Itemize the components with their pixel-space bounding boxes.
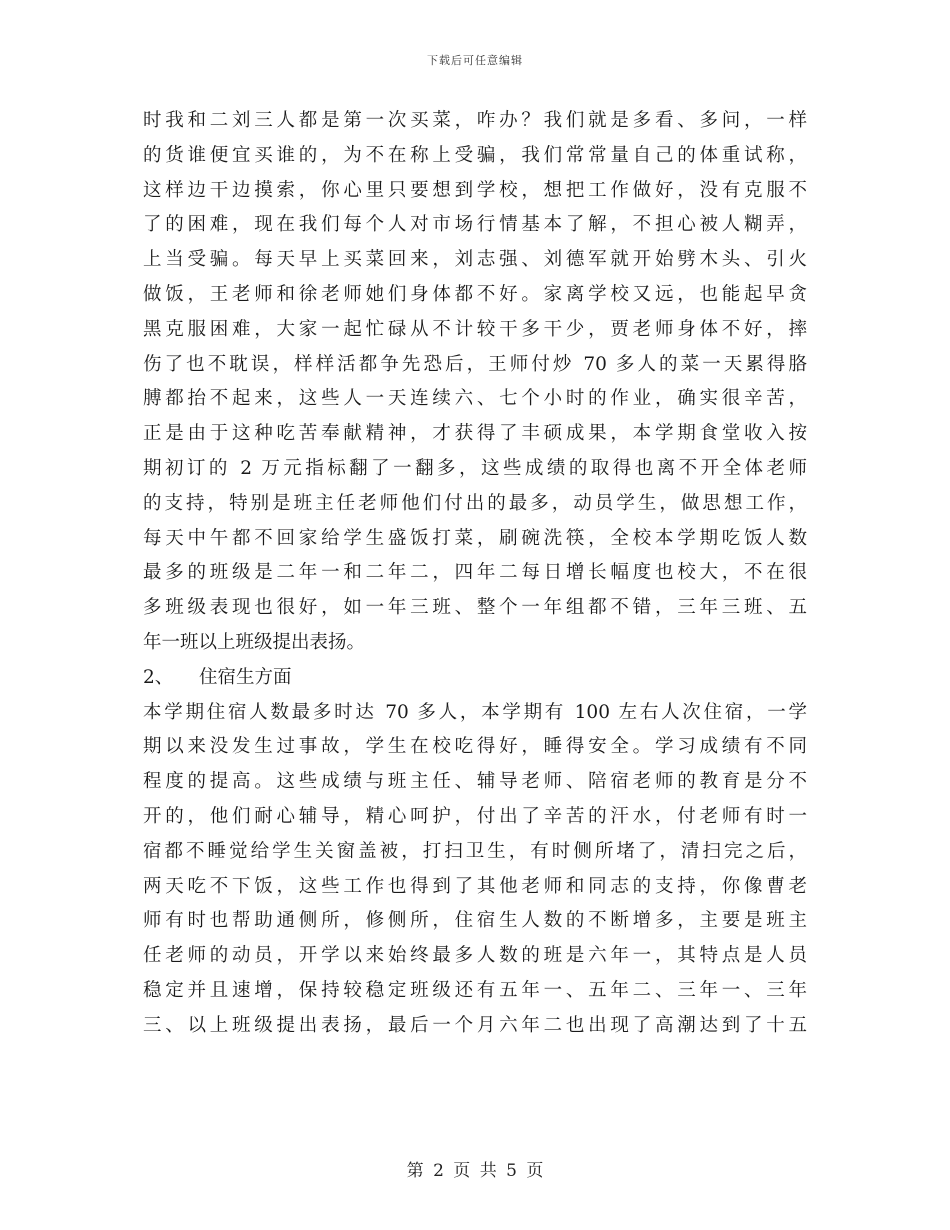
document-body [143,104,807,1044]
text-line: 伤了也不耽误，样样活都争先恐后，王师付炒 70 多人的菜一天累得胳 [143,353,807,375]
text-line: 上当受骗。每天早上买菜回来，刘志强、刘德军就开始劈木头、引火 [143,249,807,271]
text-line: 了的困难，现在我们每个人对市场行情基本了解，不担心被人糊弄， [143,214,807,236]
text-line: 每天中午都不回家给学生盛饭打菜，刷碗洗筷，全校本学期吃饭人数 [143,527,807,549]
text-line: 两天吃不下饭，这些工作也得到了其他老师和同志的支持，你像曹老 [143,875,807,897]
paragraph-dormitory [143,696,807,1044]
text-line: 的支持，特别是班主任老师他们付出的最多，动员学生，做思想工作， [143,492,807,514]
text-line: 做饭，王老师和徐老师她们身体都不好。家离学校又远，也能起早贪 [143,283,807,305]
text-line: 本学期住宿人数最多时达 70 多人，本学期有 100 左右人次住宿，一学 [143,701,807,723]
text-line: 的货谁便宜买谁的，为不在称上受骗，我们常常量自己的体重试称， [143,144,807,166]
section-number: 2、 [143,666,174,688]
text-line: 黑克服困难，大家一起忙碌从不计较干多干少，贾老师身体不好，摔 [143,318,807,340]
text-line: 多班级表现也很好，如一年三班、整个一年组都不错，三年三班、五 [143,597,807,619]
text-line: 最多的班级是二年一和二年二，四年二每日增长幅度也校大，不在很 [143,562,807,584]
page-header: 下载后可任意编辑 [427,54,523,67]
section-title: 住宿生方面 [199,666,292,688]
text-line: 期以来没发生过事故，学生在校吃得好，睡得安全。学习成绩有不同 [143,736,807,758]
text-line: 师有时也帮助通侧所，修侧所，住宿生人数的不断增多，主要是班主 [143,910,807,932]
text-line: 任老师的动员，开学以来始终最多人数的班是六年一，其特点是人员 [143,945,807,967]
page-number-footer: 第 2 页 共 5 页 [406,1161,544,1181]
text-line: 程度的提高。这些成绩与班主任、辅导老师、陪宿老师的教育是分不 [143,771,807,793]
text-line: 期初订的 2 万元指标翻了一翻多，这些成绩的取得也离不开全体老师 [143,457,807,479]
text-line: 开的，他们耐心辅导，精心呵护，付出了辛苦的汗水，付老师有时一 [143,805,807,827]
text-line: 膊都抬不起来，这些人一天连续六、七个小时的作业，确实很辛苦， [143,388,807,410]
text-line: 这样边干边摸索，你心里只要想到学校，想把工作做好，没有克服不 [143,179,807,201]
text-line: 正是由于这种吃苦奉献精神，才获得了丰硕成果，本学期食堂收入按 [143,423,807,445]
text-line: 三、以上班级提出表扬，最后一个月六年二也出现了高潮达到了十五 [143,1014,807,1036]
section-heading [143,661,807,696]
text-line: 宿都不睡觉给学生关窗盖被，打扫卫生，有时侧所堵了，清扫完之后， [143,840,807,862]
text-line: 年一班以上班级提出表扬。 [143,631,366,653]
paragraph-canteen [143,104,807,661]
text-line: 稳定并且速增，保持较稳定班级还有五年一、五年二、三年一、三年 [143,979,807,1001]
text-line: 时我和二刘三人都是第一次买菜，咋办？我们就是多看、多问，一样 [143,110,807,131]
